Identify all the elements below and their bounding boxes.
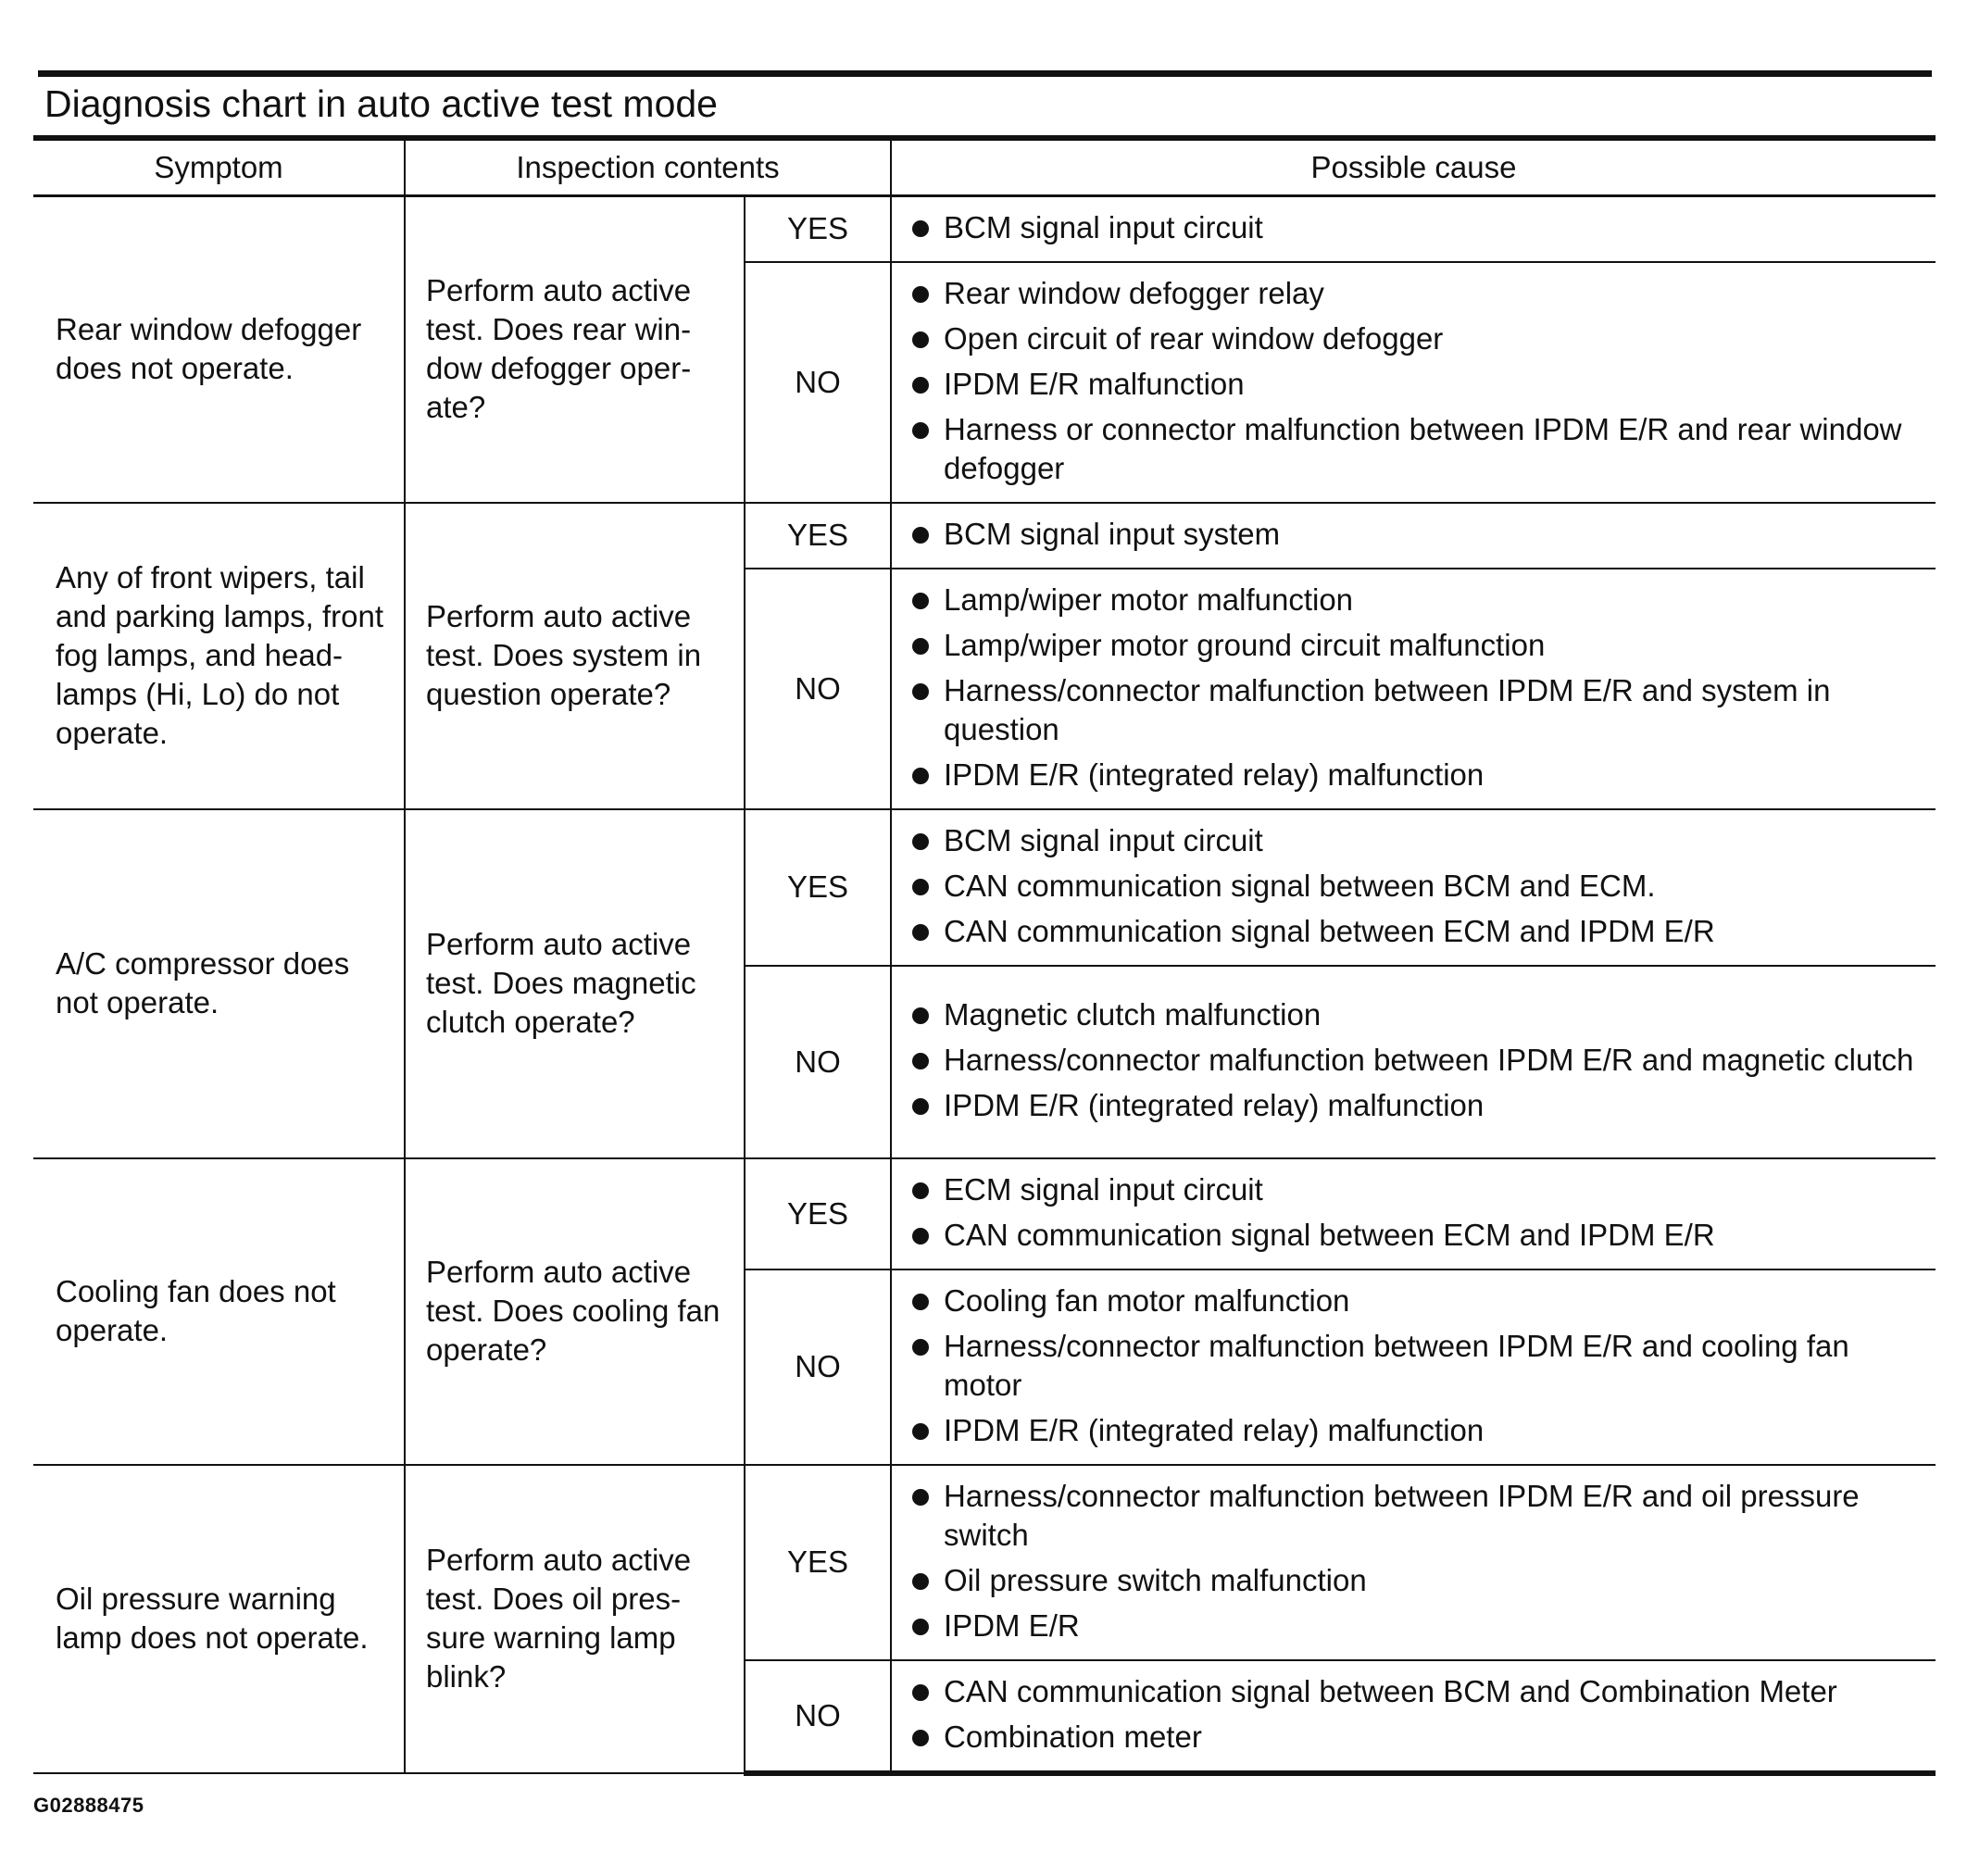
table-row [33, 809, 1936, 966]
cause-list [910, 208, 1921, 247]
cause-item: IPDM E/R malfunction [910, 365, 1921, 404]
cause-item: Open circuit of rear window defogger [910, 319, 1921, 358]
possible-cause-cell [891, 1660, 1936, 1773]
cause-item: Harness/connector malfunction between IPDM E/R and cooling fan motor [910, 1327, 1921, 1405]
header-row [33, 138, 1936, 195]
inspection-cell: Perform auto active test. Does cooling fan operate? [405, 1158, 745, 1465]
cause-item: Lamp/wiper motor ground circuit malfunction [910, 626, 1921, 665]
possible-cause-cell [891, 262, 1936, 503]
cause-list [910, 274, 1921, 488]
cause-item: CAN communication signal between BCM and Combination Meter [910, 1672, 1921, 1711]
cause-item: Magnetic clutch malfunction [910, 995, 1921, 1034]
table-row [33, 503, 1936, 569]
answer-cell: YES [745, 195, 891, 262]
header-possible-cause: Possible cause [891, 138, 1936, 195]
inspection-cell: Perform auto active test. Does magnetic clutch operate? [405, 809, 745, 1158]
inspection-cell: Perform auto active test. Does system in question operate? [405, 503, 745, 809]
possible-cause-cell [891, 1269, 1936, 1465]
cause-item: IPDM E/R (integrated relay) malfunction [910, 1411, 1921, 1450]
title-rule [38, 70, 1932, 77]
possible-cause-cell [891, 1158, 1936, 1269]
cause-item: Lamp/wiper motor malfunction [910, 581, 1921, 619]
page-title: Diagnosis chart in auto active test mode [44, 82, 718, 125]
possible-cause-cell [891, 966, 1936, 1158]
cause-item: Harness/connector malfunction between IPDM E/R and system in question [910, 671, 1921, 749]
header-symptom: Symptom [33, 138, 405, 195]
answer-cell: YES [745, 809, 891, 966]
cause-list [910, 581, 1921, 794]
answer-cell: NO [745, 1660, 891, 1773]
cause-item: Oil pressure switch malfunction [910, 1561, 1921, 1600]
cause-item: Harness or connector malfunction between IPDM E/R and rear window defogger [910, 410, 1921, 488]
possible-cause-cell [891, 1465, 1936, 1660]
cause-item: CAN communication signal between ECM and IPDM E/R [910, 1216, 1921, 1255]
cause-item: IPDM E/R (integrated relay) malfunction [910, 1086, 1921, 1125]
table-row [33, 195, 1936, 262]
symptom-cell: Any of front wipers, tail and parking lamps, front fog lamps, and head-lamps (Hi, Lo) do not operate. [33, 503, 405, 809]
cause-item: Harness/connector malfunction between IPDM E/R and oil pressure switch [910, 1477, 1921, 1555]
table-row [33, 1158, 1936, 1269]
symptom-cell: Rear window defogger does not operate. [33, 195, 405, 503]
cause-item: Cooling fan motor malfunction [910, 1282, 1921, 1320]
inspection-cell: Perform auto active test. Does oil pres-sure warning lamp blink? [405, 1465, 745, 1773]
inspection-cell: Perform auto active test. Does rear win-dow defogger oper-ate? [405, 195, 745, 503]
diagnosis-table [33, 135, 1936, 1776]
cause-list [910, 515, 1921, 554]
cause-item: Rear window defogger relay [910, 274, 1921, 313]
symptom-cell: Cooling fan does not operate. [33, 1158, 405, 1465]
answer-cell: NO [745, 966, 891, 1158]
cause-item: BCM signal input circuit [910, 821, 1921, 860]
symptom-cell: A/C compressor does not operate. [33, 809, 405, 1158]
table-row [33, 1465, 1936, 1660]
answer-cell: NO [745, 262, 891, 503]
cause-list [910, 1282, 1921, 1450]
table-body [33, 195, 1936, 1773]
cause-item: IPDM E/R (integrated relay) malfunction [910, 756, 1921, 794]
answer-cell: NO [745, 1269, 891, 1465]
answer-cell: YES [745, 1158, 891, 1269]
possible-cause-cell [891, 503, 1936, 569]
answer-cell: YES [745, 503, 891, 569]
cause-list [910, 1672, 1921, 1757]
cause-item: BCM signal input system [910, 515, 1921, 554]
possible-cause-cell [891, 195, 1936, 262]
header-inspection: Inspection contents [405, 138, 891, 195]
cause-item: CAN communication signal between ECM and IPDM E/R [910, 912, 1921, 951]
cause-item: Combination meter [910, 1718, 1921, 1757]
cause-item: ECM signal input circuit [910, 1170, 1921, 1209]
answer-cell: YES [745, 1465, 891, 1660]
cause-list [910, 821, 1921, 951]
cause-item: BCM signal input circuit [910, 208, 1921, 247]
answer-cell: NO [745, 569, 891, 809]
possible-cause-cell [891, 809, 1936, 966]
figure-code: G02888475 [33, 1794, 144, 1817]
cause-item: IPDM E/R [910, 1607, 1921, 1645]
possible-cause-cell [891, 569, 1936, 809]
cause-item: CAN communication signal between BCM and ECM. [910, 867, 1921, 906]
cause-list [910, 995, 1921, 1125]
cause-item: Harness/connector malfunction between IPDM E/R and magnetic clutch [910, 1041, 1921, 1080]
cause-list [910, 1170, 1921, 1255]
symptom-cell: Oil pressure warning lamp does not operate. [33, 1465, 405, 1773]
cause-list [910, 1477, 1921, 1645]
